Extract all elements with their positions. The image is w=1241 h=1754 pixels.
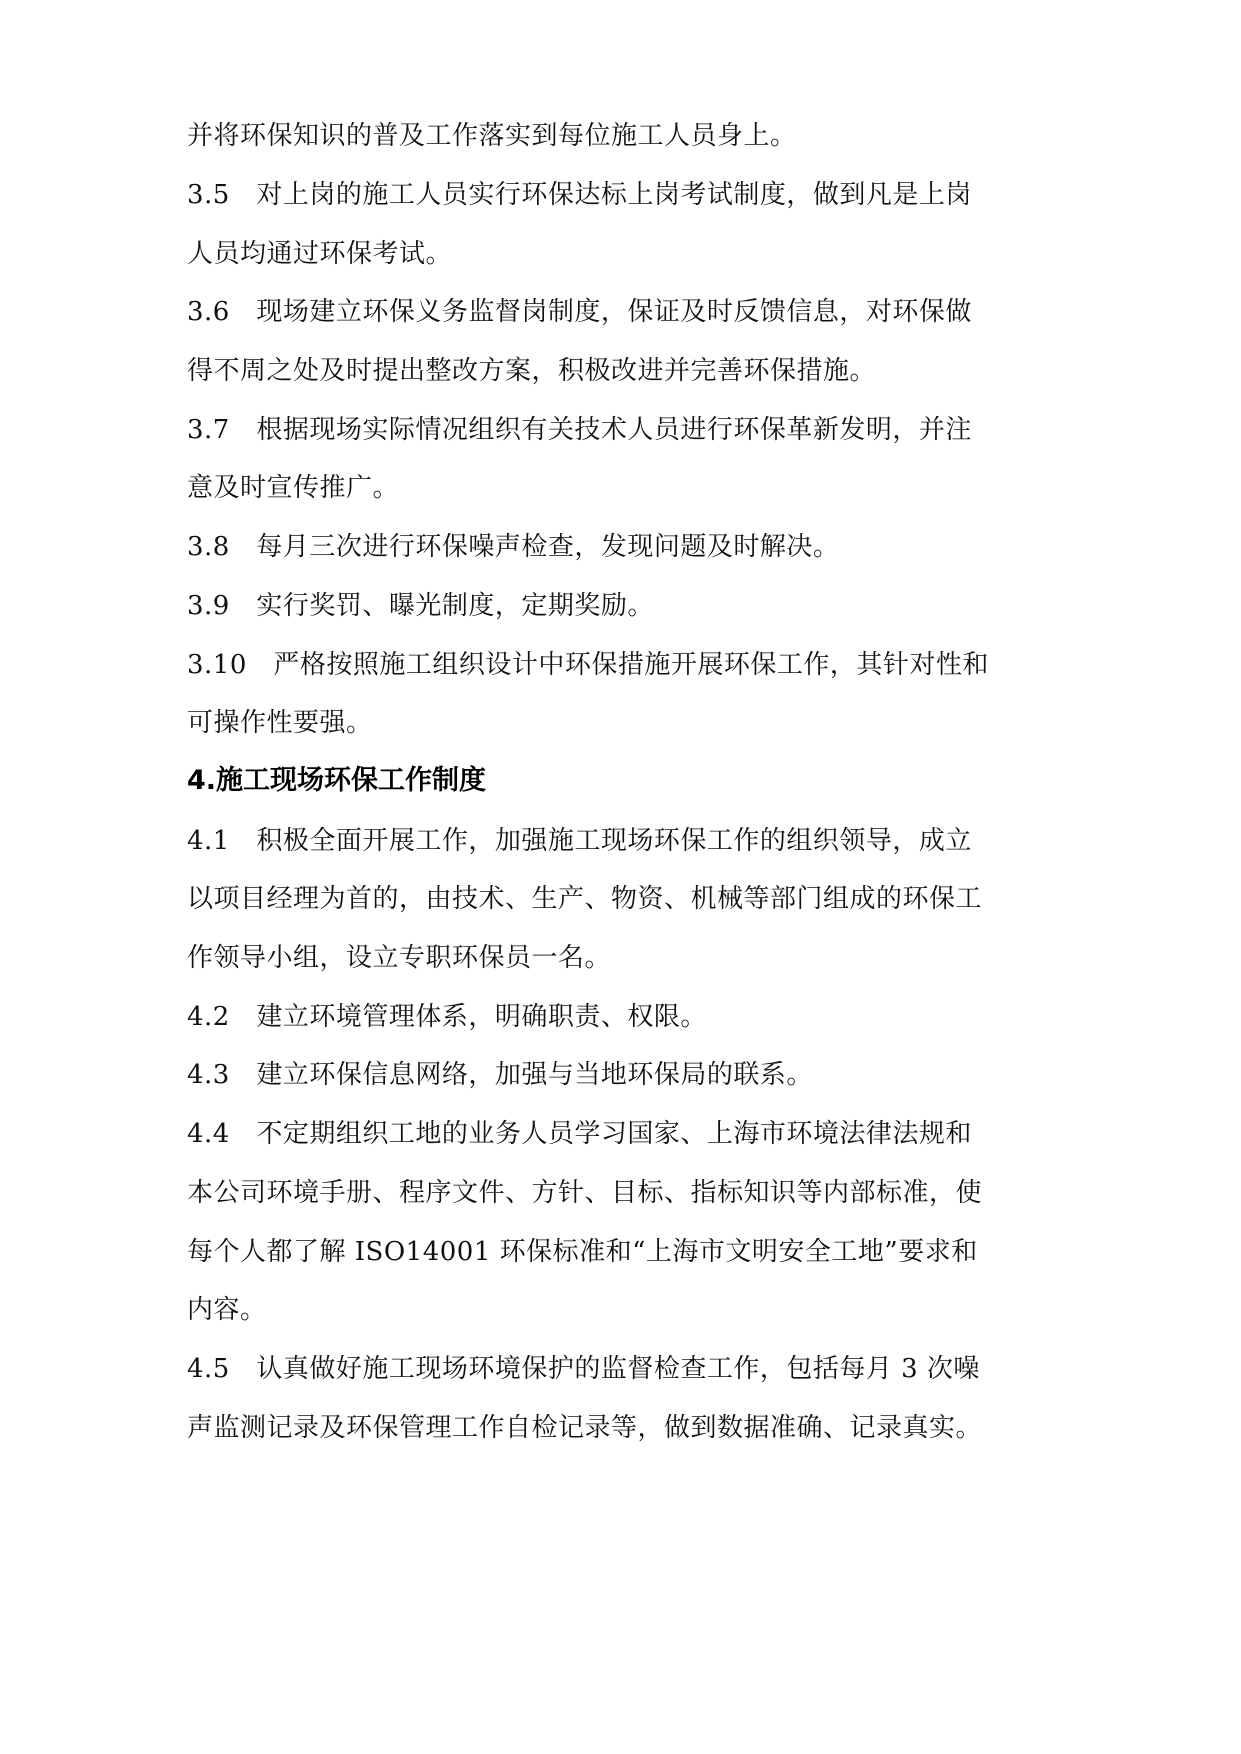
section-heading: 4.施工现场环保工作制度: [187, 765, 487, 796]
text-line: 3.10 严格按照施工组织设计中环保措施开展环保工作，其针对性和: [187, 650, 989, 680]
text-line: 4.5 认真做好施工现场环境保护的监督检查工作，包括每月 3 次噪: [187, 1354, 980, 1384]
text-line: 人员均通过环保考试。: [187, 239, 453, 269]
text-line: 3.9 实行奖罚、曝光制度，定期奖励。: [187, 591, 654, 621]
text-line: 并将环保知识的普及工作落实到每位施工人员身上。: [187, 121, 797, 151]
text-line: 得不周之处及时提出整改方案，积极改进并完善环保措施。: [187, 356, 877, 386]
text-line: 内容。: [187, 1295, 267, 1325]
text-line: 4.4 不定期组织工地的业务人员学习国家、上海市环境法律法规和: [187, 1119, 972, 1149]
text-line: 本公司环境手册、程序文件、方针、目标、指标知识等内部标准，使: [187, 1178, 983, 1208]
text-line: 4.1 积极全面开展工作，加强施工现场环保工作的组织领导，成立: [187, 826, 972, 856]
text-line: 可操作性要强。: [187, 708, 373, 738]
text-line: 4.2 建立环境管理体系，明确职责、权限。: [187, 1002, 707, 1032]
text-line: 声监测记录及环保管理工作自检记录等，做到数据准确、记录真实。: [187, 1413, 983, 1443]
text-line: 3.5 对上岗的施工人员实行环保达标上岗考试制度，做到凡是上岗: [187, 180, 972, 210]
text-line: 以项目经理为首的，由技术、生产、物资、机械等部门组成的环保工: [187, 884, 983, 914]
text-line: 每个人都了解 ISO14001 环保标准和“上海市文明安全工地”要求和: [187, 1237, 978, 1267]
text-line: 3.7 根据现场实际情况组织有关技术人员进行环保革新发明，并注: [187, 415, 972, 445]
text-line: 4.3 建立环保信息网络，加强与当地环保局的联系。: [187, 1060, 813, 1090]
text-line: 作领导小组，设立专职环保员一名。: [187, 943, 612, 973]
text-line: 3.6 现场建立环保义务监督岗制度，保证及时反馈信息，对环保做: [187, 297, 972, 327]
text-line: 意及时宣传推广。: [187, 473, 400, 503]
text-line: 3.8 每月三次进行环保噪声检查，发现问题及时解决。: [187, 532, 840, 562]
